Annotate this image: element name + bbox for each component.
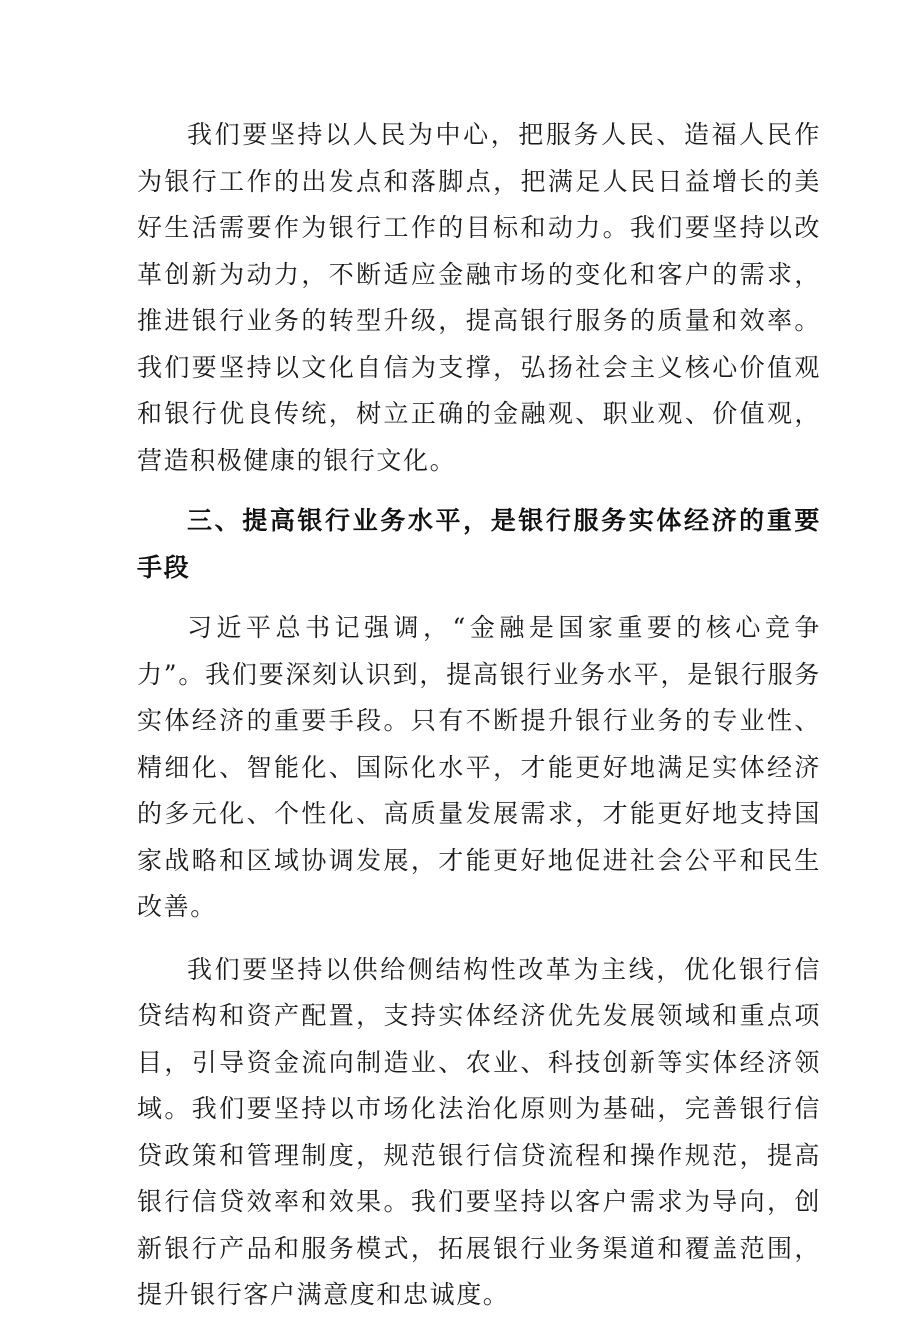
section-heading-three: 三、提高银行业务水平，是银行服务实体经济的重要手段 xyxy=(137,506,821,582)
paragraph-gap xyxy=(137,931,821,947)
paragraph-gap xyxy=(137,591,821,605)
document-body xyxy=(137,112,821,1319)
paragraph-finance-competitiveness: 习近平总书记强调，“金融是国家重要的核心竞争力”。我们要深刻认识到，提高银行业务水平，是银行服务实体经济的重要手段。只有不断提升银行业务的专业性、精细化、智能化、国际化水平，才能更好地满足实体经济的多元化、个性化、高质量发展需求，才能更好地支持国家战略和区域协调发展，才能更好地促进社会公平和民生改善。 xyxy=(137,613,821,921)
paragraph-people-centered: 我们要坚持以人民为中心，把服务人民、造福人民作为银行工作的出发点和落脚点，把满足人民日益增长的美好生活需要作为银行工作的目标和动力。我们要坚持以改革创新为动力，不断适应金融市场的变化和客户的需求，推进银行业务的转型升级，提高银行服务的质量和效率。我们要坚持以文化自信为支撑，弘扬社会主义核心价值观和银行优良传统，树立正确的金融观、职业观、价值观，营造积极健康的银行文化。 xyxy=(137,120,821,475)
paragraph-supply-side-reform: 我们要坚持以供给侧结构性改革为主线，优化银行信贷结构和资产配置，支持实体经济优先发展领域和重点项目，引导资金流向制造业、农业、科技创新等实体经济领域。我们要坚持以市场化法治化原则为基础，完善银行信贷政策和管理制度，规范银行信贷流程和操作规范，提高银行信贷效率和效果。我们要坚持以客户需求为导向，创新银行产品和服务模式，拓展银行业务渠道和覆盖范围，提升银行客户满意度和忠诚度。 xyxy=(137,954,821,1309)
paragraph-gap xyxy=(137,484,821,498)
